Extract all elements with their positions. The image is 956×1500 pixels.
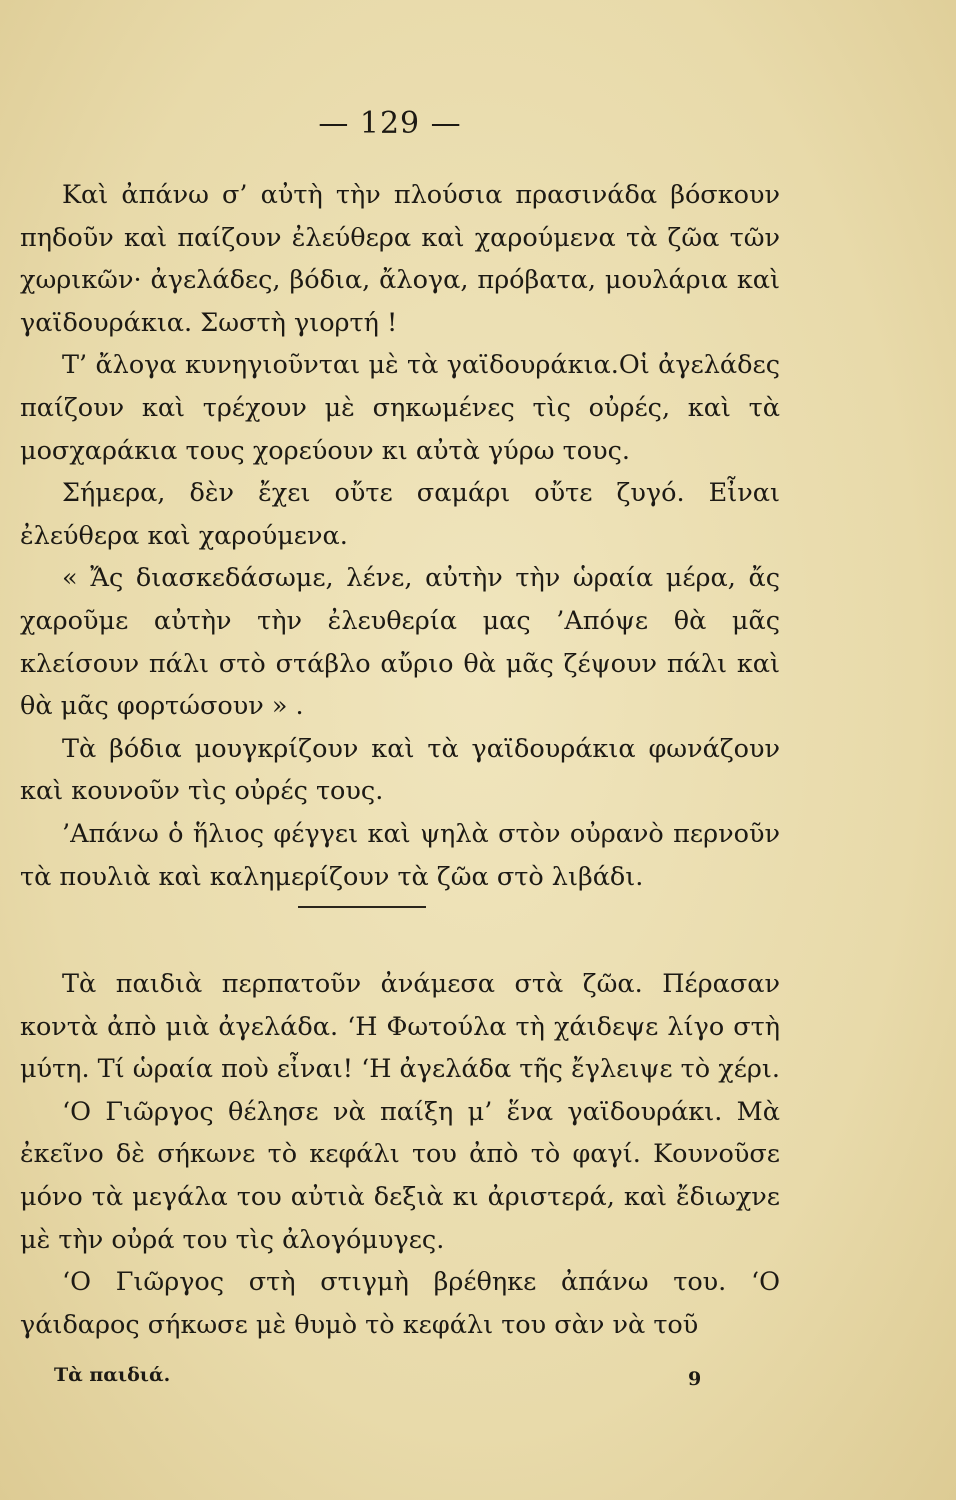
paragraph: Τ’ ἄλογα κυνηγιοῦνται μὲ τὰ γαϊδουράκια.Οἱ ἀγελάδες παίζουν καὶ τρέχουν μὲ σηκωμένες τὶς οὐρές, καὶ τὰ μοσχαράκια τους χορεύουν κι αὐτὰ γύρω τους. <box>20 350 780 466</box>
paragraph: Τὰ βόδια μουγκρίζουν καὶ τὰ γαϊδουράκια φωνάζουν καὶ κουνοῦν τὶς οὐρές τους. <box>20 733 780 807</box>
paragraph: ’Απάνω ὁ ἥλιος φέγγει καὶ ψηλὰ στὸν οὐρανὸ περνοῦν τὰ πουλιὰ καὶ καλημερίζουν τὰ ζῶα στὸ λιβάδι. <box>20 818 780 892</box>
paragraph: Καὶ ἀπάνω σ’ αὐτὴ τὴν πλούσια πρασινάδα βόσκουν πηδοῦν καὶ παίζουν ἐλεύθερα καὶ χαρούμενα τὰ ζῶα τῶν χωρικῶν· ἀγελάδες, βόδια, ἄλογα, πρόβατα, μουλάρια καὶ γαϊδουράκια. Σωστὴ γιορτή ! <box>20 180 780 338</box>
paragraph: ‘Ο Γιῶργος θέλησε νὰ παίξη μ’ ἕνα γαϊδουράκι. Μὰ ἐκεῖνο δὲ σήκωνε τὸ κεφάλι του ἀπὸ τὸ φαγί. Κουνοῦσε μόνο τὰ μεγάλα του αὐτιὰ δεξιὰ κι ἀριστερά, καὶ ἔδιωχνε μὲ τὴν οὐρά του τὶς ἀλογόμυγες. <box>20 1096 780 1255</box>
signature-mark: 9 <box>688 1368 702 1390</box>
page-number: — 129 — <box>318 106 462 141</box>
section-divider <box>298 906 426 908</box>
paragraph: Τὰ παιδιὰ περπατοῦν ἀνάμεσα στὰ ζῶα. Πέρασαν κοντὰ ἀπὸ μιὰ ἀγελάδα. ‘Η Φωτούλα τὴ χάιδεψε λίγο στὴ μύτη. Τί ὡραία ποὺ εἶναι! ‘Η ἀγελάδα τῆς ἔγλειψε τὸ χέρι. <box>20 969 780 1085</box>
paragraph: Σήμερα, δὲν ἔχει οὔτε σαμάρι οὔτε ζυγό. Εἶναι ἐλεύθερα καὶ χαρούμενα. <box>20 478 780 551</box>
paragraph: « Ἄς διασκεδάσωμε, λένε, αὐτὴν τὴν ὡραία μέρα, ἄς χαροῦμε αὐτὴν τὴν ἐλευθερία μας ’Απόψε θὰ μᾶς κλείσουν πάλι στὸ στάβλο αὔριο θὰ μᾶς ζέψουν πάλι καὶ θὰ μᾶς φορτώσουν » . <box>20 563 780 722</box>
paragraph: ‘Ο Γιῶργος στὴ στιγμὴ βρέθηκε ἀπάνω του. ‘Ο γάιδαρος σήκωσε μὲ θυμὸ τὸ κεφάλι του σὰν νὰ τοῦ <box>20 1267 780 1340</box>
text-section-1 <box>20 174 780 898</box>
text-section-2 <box>20 963 780 1346</box>
book-title-footer: Τὰ παιδιά. <box>54 1364 171 1386</box>
